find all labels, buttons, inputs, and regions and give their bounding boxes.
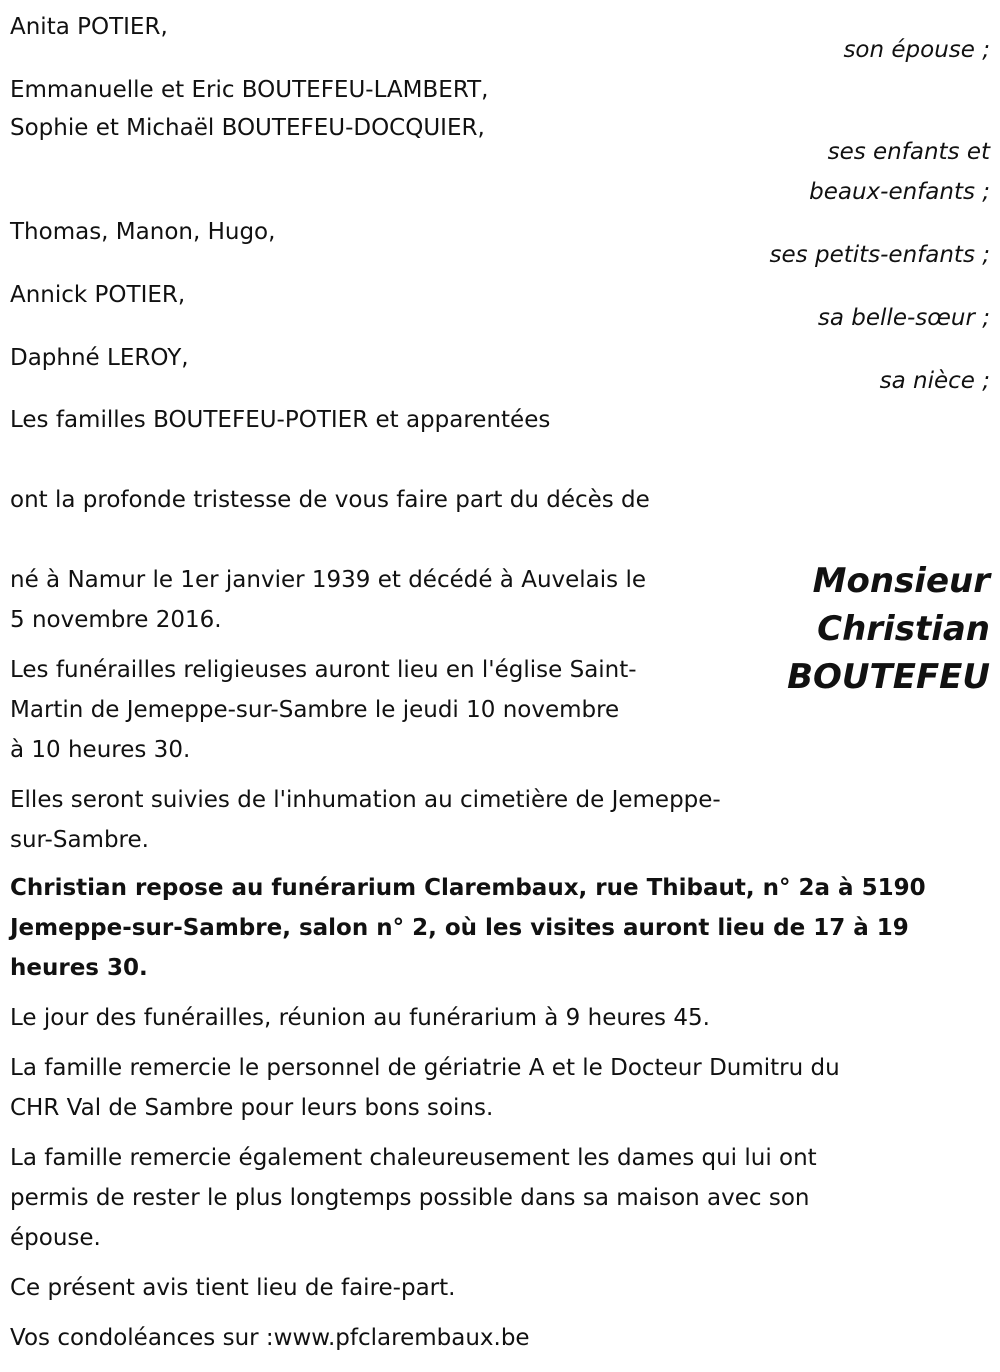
family-relation: son épouse ; bbox=[843, 37, 990, 63]
family-relation: sa belle-sœur ; bbox=[817, 305, 990, 331]
family-name: Anita POTIER, bbox=[10, 14, 168, 40]
family-relation: sa nièce ; bbox=[879, 368, 990, 394]
notice-line: Ce présent avis tient lieu de faire-part. bbox=[10, 1275, 456, 1301]
deceased-name bbox=[787, 557, 990, 701]
deceased-title: Monsieur bbox=[812, 561, 990, 601]
thanks-line: CHR Val de Sambre pour leurs bons soins. bbox=[10, 1095, 494, 1121]
family-name: Thomas, Manon, Hugo, bbox=[10, 219, 276, 245]
burial-line: sur-Sambre. bbox=[10, 827, 149, 853]
family-name: Annick POTIER, bbox=[10, 282, 186, 308]
families-line: Les familles BOUTEFEU-POTIER et apparentées bbox=[10, 407, 551, 433]
funeral-line: Martin de Jemeppe-sur-Sambre le jeudi 10 novembre bbox=[10, 697, 620, 723]
family-name: Sophie et Michaël BOUTEFEU-DOCQUIER, bbox=[10, 115, 485, 141]
announcement: ont la profonde tristesse de vous faire part du décès de bbox=[10, 487, 650, 513]
meeting-line: Le jour des funérailles, réunion au funérarium à 9 heures 45. bbox=[10, 1005, 710, 1031]
visitation-line: Christian repose au funérarium Clarembaux, rue Thibaut, n° 2a à 5190 bbox=[10, 875, 926, 901]
thanks-line: La famille remercie également chaleureusement les dames qui lui ont bbox=[10, 1145, 817, 1171]
deceased-first-name: Christian bbox=[817, 609, 990, 649]
family-relation: beaux-enfants ; bbox=[809, 179, 990, 205]
thanks-line: épouse. bbox=[10, 1225, 101, 1251]
family-name: Daphné LEROY, bbox=[10, 345, 189, 371]
birth-death-line: né à Namur le 1er janvier 1939 et décédé à Auvelais le bbox=[10, 567, 646, 593]
visitation-line: Jemeppe-sur-Sambre, salon n° 2, où les visites auront lieu de 17 à 19 bbox=[10, 915, 909, 941]
funeral-line: Les funérailles religieuses auront lieu en l'église Saint- bbox=[10, 657, 637, 683]
condolences-link[interactable]: Vos condoléances sur :www.pfclarembaux.be bbox=[10, 1325, 530, 1351]
family-name: Emmanuelle et Eric BOUTEFEU-LAMBERT, bbox=[10, 77, 489, 103]
visitation-line: heures 30. bbox=[10, 955, 148, 981]
birth-death-line: 5 novembre 2016. bbox=[10, 607, 222, 633]
thanks-line: La famille remercie le personnel de gériatrie A et le Docteur Dumitru du bbox=[10, 1055, 840, 1081]
burial-line: Elles seront suivies de l'inhumation au cimetière de Jemeppe- bbox=[10, 787, 721, 813]
thanks-line: permis de rester le plus longtemps possible dans sa maison avec son bbox=[10, 1185, 810, 1211]
funeral-line: à 10 heures 30. bbox=[10, 737, 191, 763]
deceased-last-name: BOUTEFEU bbox=[787, 657, 990, 697]
family-relation: ses petits-enfants ; bbox=[769, 242, 990, 268]
family-relation: ses enfants et bbox=[827, 139, 990, 165]
